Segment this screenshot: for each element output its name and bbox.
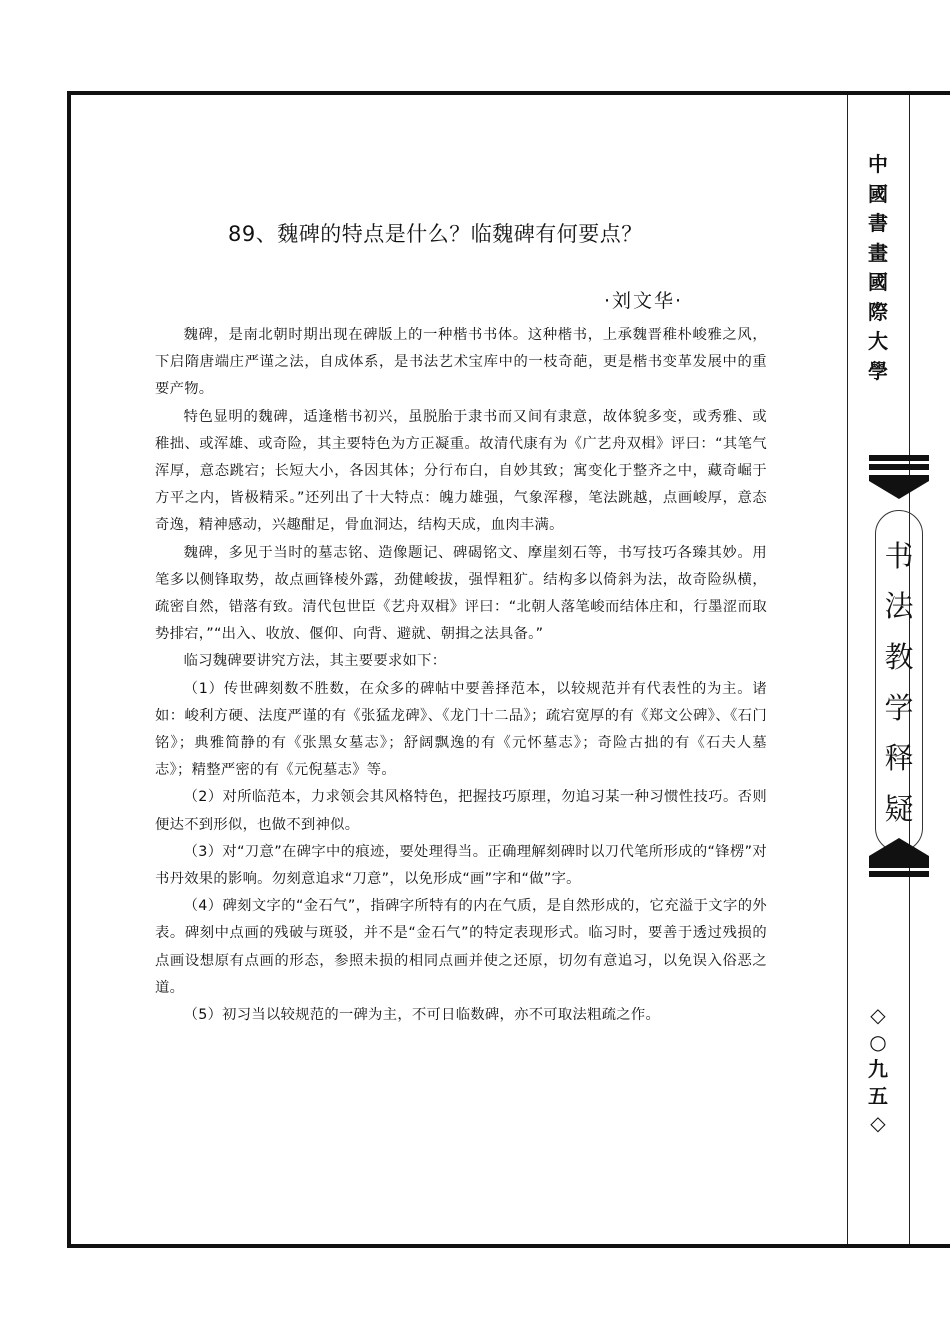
paragraph: （3）对“刀意”在碑字中的痕迹，要处理得当。正确理解刻碑时以刀代笔所形成的“锋楞”对书丹效果的影响。勿刻意追求“刀意”，以免形成“画”字和“做”字。 bbox=[155, 843, 767, 888]
side-header-char: 大 bbox=[868, 329, 888, 353]
section-label-char: 疑 bbox=[884, 792, 914, 827]
page-number bbox=[858, 1002, 898, 1137]
side-header-char: 畫 bbox=[868, 240, 888, 265]
side-header-char: 際 bbox=[868, 299, 888, 324]
page-number-char: ○ bbox=[869, 1030, 887, 1054]
page-number-char: ◇ bbox=[870, 1003, 886, 1027]
side-header-char: 國 bbox=[868, 270, 888, 294]
page-number-char: 九 bbox=[868, 1057, 888, 1081]
paragraph: 魏碑，是南北朝时期出现在碑版上的一种楷书书体。这种楷书，上承魏晋稚朴峻雅之风，下启隋唐端庄严谨之法，自成体系，是书法艺术宝库中的一枝奇葩，更是楷书变革发展中的重要产物。 bbox=[155, 327, 767, 398]
article-body bbox=[155, 322, 767, 1029]
section-band-bottom bbox=[869, 862, 929, 880]
side-header-char: 中 bbox=[868, 152, 888, 176]
paragraph: （2）对所临范本，力求领会其风格特色，把握技巧原理，勿追习某一种习惯性技巧。否则便达不到形似，也做不到神似。 bbox=[155, 789, 767, 833]
section-label bbox=[875, 510, 923, 852]
section-label-char: 释 bbox=[884, 741, 914, 776]
page-number-char: 五 bbox=[868, 1084, 888, 1108]
chevron-down-icon bbox=[869, 475, 929, 499]
side-header bbox=[858, 150, 898, 386]
article-author: ·刘文华· bbox=[604, 290, 684, 312]
paragraph: 特色显明的魏碑，适逢楷书初兴，虽脱胎于隶书而又间有隶意，故体貌多变，或秀雅、或稚拙、或浑雄、或奇险，其主要特色为方正凝重。故清代康有为《广艺舟双楫》评曰：“其笔气浑厚，意态跳宕；长短大小，各因其体；分行布白，自妙其致；寓变化于整齐之中，藏奇崛于方平之内，皆极精采。”还列出了十大特点：魄力雄强，气象浑穆，笔法跳越，点画峻厚，意态奇逸，精神感动，兴趣酣足，骨血洞达，结构天成，血肉丰满。 bbox=[155, 408, 767, 534]
side-header-char: 書 bbox=[868, 211, 888, 235]
side-header-char: 國 bbox=[868, 181, 888, 206]
side-header-char: 學 bbox=[868, 358, 888, 383]
page-number-char: ◇ bbox=[870, 1111, 886, 1135]
paragraph: （5）初习当以较规范的一碑为主，不可日临数碑，亦不可取法粗疏之作。 bbox=[183, 1007, 661, 1024]
margin-rule-left bbox=[847, 95, 848, 1244]
paragraph: （4）碑刻文字的“金石气”，指碑字所特有的内在气质，是自然形成的，它充溢于文字的外表。碑刻中点画的残破与斑驳，并不是“金石气”的特定表现形式。临习时，要善于透过残损的点画设想原有点画的形态，参照未损的相同点画并使之还原，切勿有意追习，以免误入俗恶之道。 bbox=[155, 898, 767, 996]
section-label-char: 法 bbox=[884, 589, 914, 624]
section-label-char: 书 bbox=[884, 538, 914, 573]
chevron-up-icon bbox=[869, 838, 929, 862]
paragraph: （1）传世碑刻数不胜数，在众多的碑帖中要善择范本，以较规范并有代表性的为主。诸如：峻利方硬、法度严谨的有《张猛龙碑》、《龙门十二品》；疏宕宽厚的有《郑文公碑》、《石门铭》；典雅简静的有《张黑女墓志》；舒阔飘逸的有《元怀墓志》；奇险古拙的有《石夫人墓志》；精整严密的有《元倪墓志》等。 bbox=[155, 680, 767, 779]
article-title: 89、魏碑的特点是什么？临魏碑有何要点？ bbox=[228, 222, 643, 246]
section-label-char: 教 bbox=[884, 640, 914, 675]
section-band-top bbox=[869, 455, 929, 473]
paragraph: 临习魏碑要讲究方法，其主要要求如下： bbox=[183, 653, 447, 670]
section-label-char: 学 bbox=[884, 690, 914, 725]
paragraph: 魏碑，多见于当时的墓志铭、造像题记、碑碣铭文、摩崖刻石等，书写技巧各臻其妙。用笔多以侧锋取势，故点画锋棱外露，劲健峻拔，强悍粗犷。结构多以倚斜为法，故奇险纵横，疏密自然，错落有致。清代包世臣《艺舟双楫》评曰：“北朝人落笔峻而结体庄和，行墨涩而取势排宕，”“出入、收放、偃仰、向背、避就、朝揖之法具备。” bbox=[155, 544, 767, 643]
